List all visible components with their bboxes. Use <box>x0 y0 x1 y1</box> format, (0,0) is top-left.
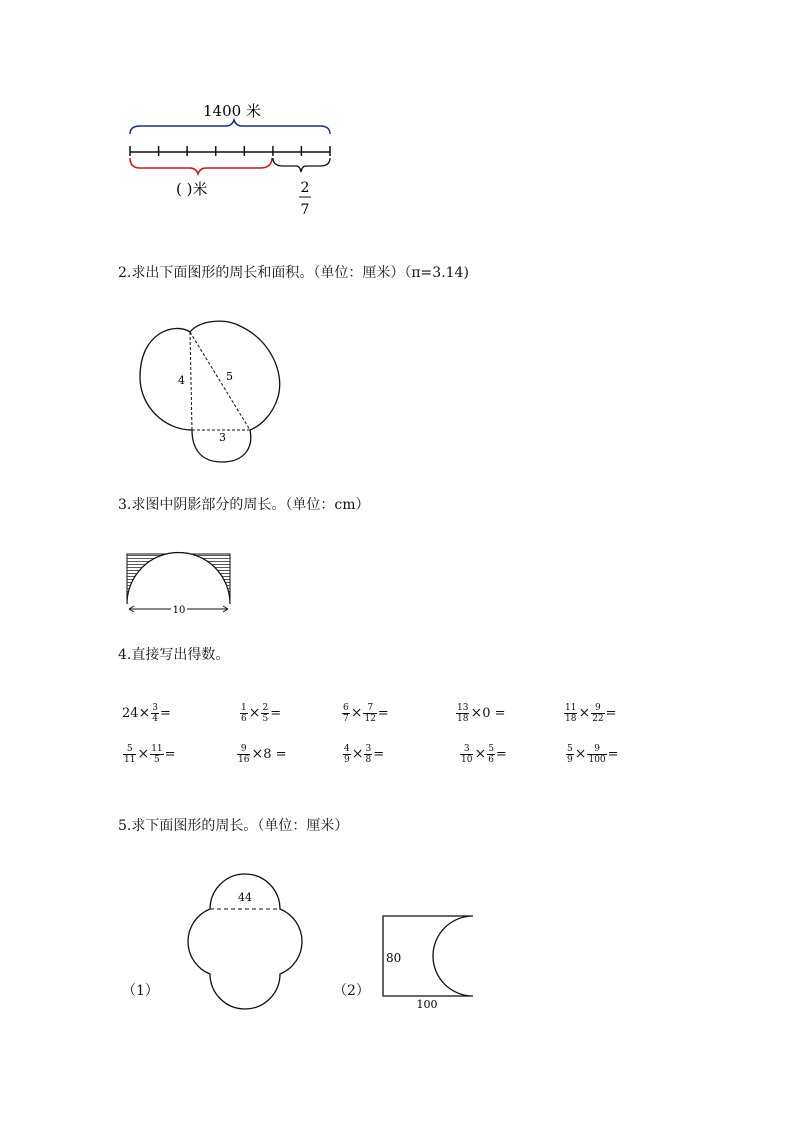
diameter-label: 10 <box>172 605 186 616</box>
question-5-title: 5.求下面图形的周长。（单位：厘米） <box>118 818 349 834</box>
circle-triangle-figure <box>130 312 290 472</box>
line-segment-figure <box>120 90 350 230</box>
red-brace <box>130 158 272 174</box>
side-label-3: 3 <box>219 431 226 444</box>
frac-denominator: 7 <box>300 202 310 218</box>
calc-item: 24× $\frac{3}{4}$ = <box>122 703 171 724</box>
segment-ticks <box>130 146 330 156</box>
total-length-label: 1400 米 <box>203 102 261 120</box>
calc-item: $\frac{3}{10}$ × $\frac{5}{6}$ = <box>461 744 507 765</box>
calc-item: $\frac{5}{11}$ × $\frac{11}{5}$ = <box>124 744 176 765</box>
fig2-height: 80 <box>386 951 402 965</box>
four-leaf-figure <box>170 868 320 1018</box>
calc-item: $\frac{5}{9}$ × $\frac{9}{100}$ = <box>567 744 619 765</box>
calc-item: $\frac{9}{16}$ ×8 = <box>238 744 287 765</box>
fig1-value: 44 <box>238 891 252 904</box>
question-3-title: 3.求图中阴影部分的周长。（单位：cm） <box>118 497 370 513</box>
calc-item: $\frac{13}{18}$ ×0 = <box>457 703 506 724</box>
rect-semicircle-figure <box>375 908 485 1014</box>
calc-item: $\frac{4}{9}$ × $\frac{3}{8}$ = <box>344 744 385 765</box>
top-brace <box>130 120 330 134</box>
figure-1-label: （1） <box>122 983 159 999</box>
calc-item: $\frac{1}{6}$ × $\frac{2}{5}$ = <box>241 703 282 724</box>
figure-2-label: （2） <box>333 983 370 999</box>
side-label-5: 5 <box>226 370 233 383</box>
shaded-semicircle-figure <box>122 548 236 618</box>
calc-item: $\frac{11}{18}$ × $\frac{9}{22}$ = <box>565 703 617 724</box>
fig2-width: 100 <box>416 998 438 1011</box>
right-brace <box>273 158 330 172</box>
frac-numerator: 2 <box>300 180 310 196</box>
blank-meter-label: ( )米 <box>176 180 208 198</box>
question-2-title: 2.求出下面图形的周长和面积。（单位：厘米）（π=3.14) <box>118 265 469 281</box>
question-4-title: 4.直接写出得数。 <box>118 647 230 663</box>
side-label-4: 4 <box>178 374 185 387</box>
calc-item: $\frac{6}{7}$ × $\frac{7}{12}$ = <box>343 703 389 724</box>
